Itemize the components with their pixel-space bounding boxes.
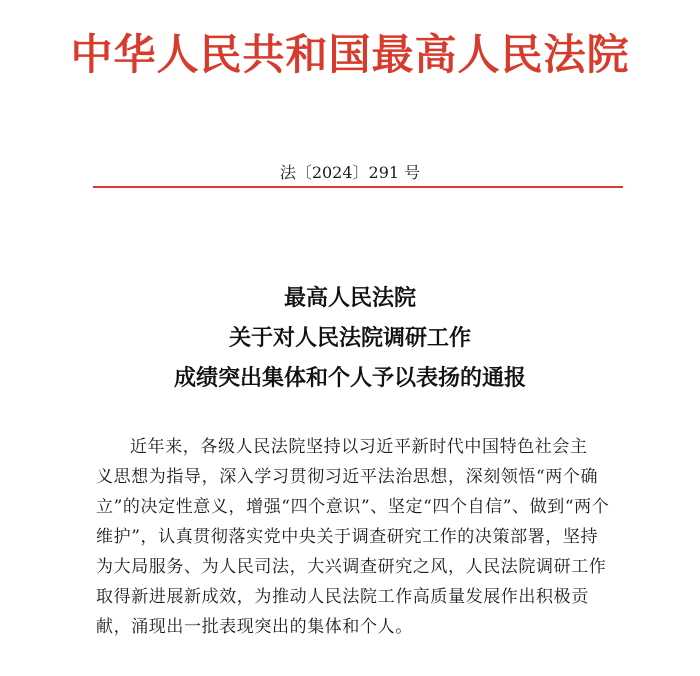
body-line: 维护”，认真贯彻落实党中央关于调查研究工作的决策部署，坚持 [96,527,599,547]
issuer-header: 中华人民共和国最高人民法院 [70,30,630,79]
body-paragraph [96,432,626,642]
body-line: 近年来，各级人民法院坚持以习近平新时代中国特色社会主 [130,437,588,457]
title-line-3: 成绩突出集体和个人予以表扬的通报 [173,365,526,391]
title-line-2: 关于对人民法院调研工作 [228,325,471,351]
body-line: 立”的决定性意义，增强“四个意识”、坚定“四个自信”、做到“两个 [96,497,610,517]
document-number: 法〔2024〕291 号 [279,163,421,182]
body-line: 义思想为指导，深入学习贯彻习近平法治思想，深刻领悟“两个确 [96,467,599,487]
red-divider-line [93,186,623,188]
title-line-1: 最高人民法院 [283,285,416,311]
notice-title [0,278,700,398]
body-line: 取得新进展新成效，为推动人民法院工作高质量发展作出积极贡 [96,587,589,607]
body-line: 献，涌现出一批表现突出的集体和个人。 [96,617,413,637]
body-line: 为大局服务、为人民司法，大兴调查研究之风，人民法院调研工作 [96,557,607,577]
